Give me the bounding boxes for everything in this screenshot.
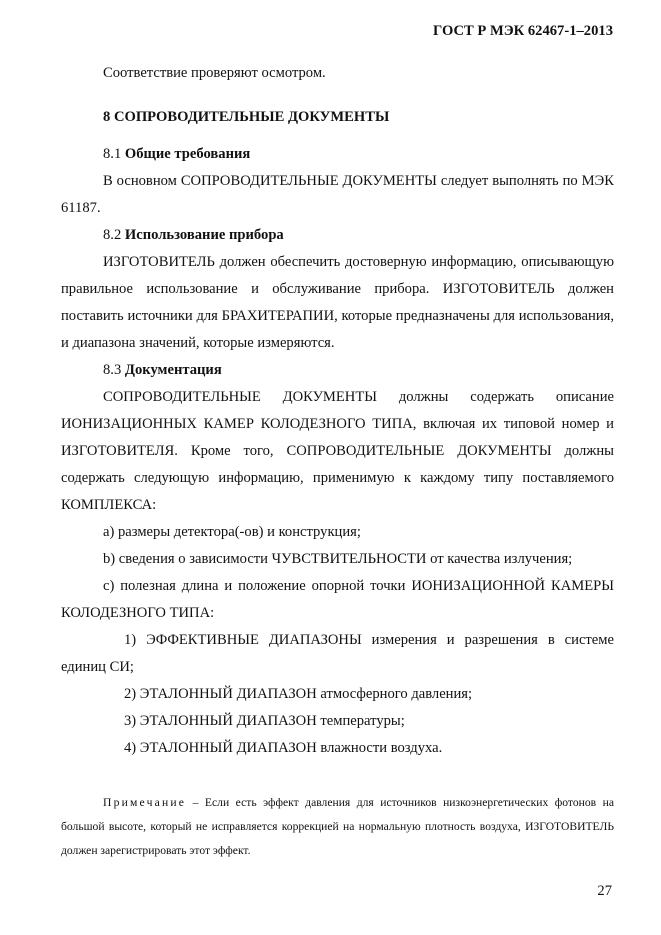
note-paragraph xyxy=(61,791,614,863)
subsection-8-2-body: ИЗГОТОВИТЕЛЬ должен обеспечить достоверную информацию, описывающую правильное использование и обслуживание прибора. ИЗГОТОВИТЕЛЬ должен поставить источники для БРАХИТЕРАПИИ, которые предназначены для использования, и диапазона значений, которые измеряются. xyxy=(61,254,614,351)
sub-list-item-3: 3) ЭТАЛОННЫЙ ДИАПАЗОН температуры; xyxy=(124,713,405,729)
subsection-8-3-heading xyxy=(61,357,614,384)
list-item-a: a) размеры детектора(-ов) и конструкция; xyxy=(103,524,361,540)
subsection-8-3-body: СОПРОВОДИТЕЛЬНЫЕ ДОКУМЕНТЫ должны содержать описание ИОНИЗАЦИОННЫХ КАМЕР КОЛОДЕЗНОГО ТИПА, включая их типовой номер и ИЗГОТОВИТЕЛЯ. Кроме того, СОПРОВОДИТЕЛЬНЫЕ ДОКУМЕНТЫ должны содержать следующую информацию, применимую к каждому типу поставляемого КОМПЛЕКСА: xyxy=(61,389,614,513)
section-title: 8 СОПРОВОДИТЕЛЬНЫЕ ДОКУМЕНТЫ xyxy=(103,109,390,125)
note-text: – Если есть эффект давления для источников низкоэнергетических фотонов на большой высоте, который не исправляется коррекцией на нормальную плотность воздуха, ИЗГОТОВИТЕЛЬ должен зарегистрировать этот эффект. xyxy=(61,796,614,857)
sub-list-item-1: 1) ЭФФЕКТИВНЫЕ ДИАПАЗОНЫ измерения и разрешения в системе единиц СИ; xyxy=(61,632,614,675)
subsection-title: Документация xyxy=(124,362,222,378)
document-header: ГОСТ Р МЭК 62467-1–2013 xyxy=(433,23,613,39)
subsection-number: 8.1 xyxy=(103,146,122,162)
sub-list-item-4: 4) ЭТАЛОННЫЙ ДИАПАЗОН влажности воздуха. xyxy=(124,740,443,756)
subsection-8-2-heading xyxy=(61,222,614,249)
note-label: Примечание xyxy=(103,796,187,809)
subsection-8-1-body: В основном СОПРОВОДИТЕЛЬНЫЕ ДОКУМЕНТЫ следует выполнять по МЭК 61187. xyxy=(61,173,614,216)
list-item-b: b) сведения о зависимости ЧУВСТВИТЕЛЬНОСТИ от качества излучения; xyxy=(103,551,573,567)
subsection-number: 8.3 xyxy=(103,362,122,378)
subsection-title: Использование прибора xyxy=(124,227,284,243)
intro-line: Соответствие проверяют осмотром. xyxy=(103,65,326,81)
list-item-c: c) полезная длина и положение опорной точки ИОНИЗАЦИОННОЙ КАМЕРЫ КОЛОДЕЗНОГО ТИПА: xyxy=(61,578,614,621)
subsection-title: Общие требования xyxy=(124,146,251,162)
subsection-8-1-heading xyxy=(61,141,614,168)
page-body xyxy=(61,60,614,863)
page-number: 27 xyxy=(597,883,612,899)
sub-list-item-2: 2) ЭТАЛОННЫЙ ДИАПАЗОН атмосферного давления; xyxy=(124,686,473,702)
subsection-number: 8.2 xyxy=(103,227,122,243)
